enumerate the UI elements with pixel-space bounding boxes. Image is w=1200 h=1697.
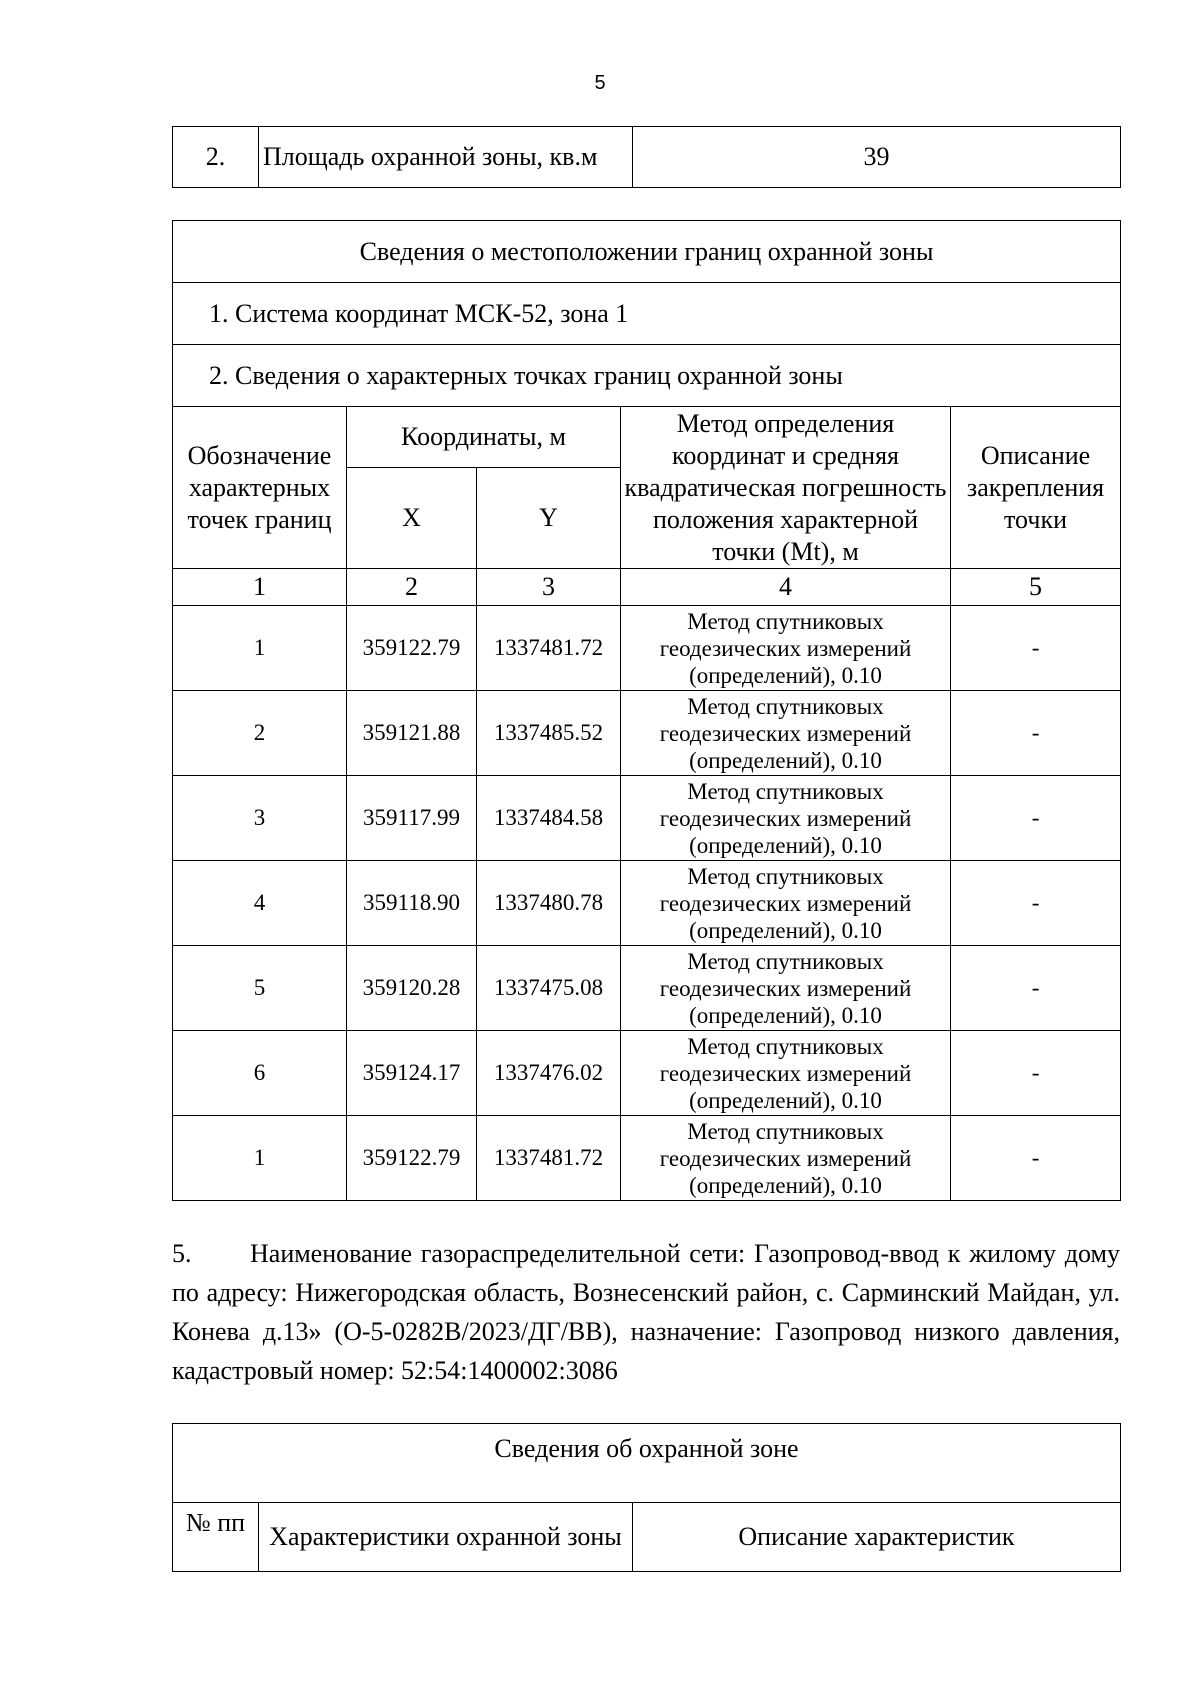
point-id: 1 [173,606,347,691]
points-title: 2. Сведения о характерных точках границ охранной зоны [173,345,1121,407]
method: Метод спутниковых геодезических измерений (определений), 0.10 [621,1116,951,1201]
col-number: 5 [951,569,1121,606]
coord-x: 359117.99 [347,776,477,861]
area-num: 2. [173,127,259,188]
coord-x: 359124.17 [347,1031,477,1116]
section-5-text: Наименование газораспределительной сети: Газопровод-ввод к жилому дому по адресу: Нижегородская область, Вознесенский район, с. Сарминский Майдан, ул. Конева д.13» (О-5-0282В/2023/ДГ/ВВ), назначение: Газопровод низкого давления, кадастровый номер: 52:54:1400002:3086 [172,1239,1120,1385]
col-number: 3 [477,569,621,606]
coord-x: 359122.79 [347,606,477,691]
coord-y: 1337476.02 [477,1031,621,1116]
coord-x: 359122.79 [347,1116,477,1201]
coord-y: 1337475.08 [477,946,621,1031]
col-number: 4 [621,569,951,606]
coord-x: 359121.88 [347,691,477,776]
method: Метод спутниковых геодезических измерений (определений), 0.10 [621,606,951,691]
table-row [173,776,1121,861]
column-numbers-row [173,569,1121,606]
area-table [172,126,1121,188]
point-id: 3 [173,776,347,861]
fixing-description: - [951,1116,1121,1201]
table-row [173,1031,1121,1116]
point-id: 4 [173,861,347,946]
coord-y: 1337481.72 [477,1116,621,1201]
header-x: X [347,468,477,569]
coord-system: 1. Система координат МСК-52, зона 1 [173,283,1121,345]
header-designation: Обозначение характерных точек границ [173,407,347,569]
zone-col-description: Описание характеристик [633,1503,1121,1572]
section-5-paragraph [172,1234,1120,1390]
boundaries-table [172,220,1121,1201]
coord-y: 1337480.78 [477,861,621,946]
zone-table [172,1423,1121,1572]
fixing-description: - [951,776,1121,861]
header-method: Метод определения координат и средняя квадратическая погрешность положения характерной точки (Mt), м [621,407,951,569]
header-coords: Координаты, м [347,407,621,468]
point-id: 5 [173,946,347,1031]
coord-x: 359120.28 [347,946,477,1031]
method: Метод спутниковых геодезических измерений (определений), 0.10 [621,691,951,776]
section-5-number: 5. [172,1239,192,1268]
table-row [173,1116,1121,1201]
fixing-description: - [951,946,1121,1031]
table-row [173,691,1121,776]
table-row [173,606,1121,691]
zone-col-characteristics: Характеристики охранной зоны [259,1503,633,1572]
page-number: 5 [594,72,606,94]
method: Метод спутниковых геодезических измерений (определений), 0.10 [621,776,951,861]
fixing-description: - [951,861,1121,946]
boundaries-title: Сведения о местоположении границ охранной зоны [173,221,1121,283]
col-number: 1 [173,569,347,606]
col-number: 2 [347,569,477,606]
coord-x: 359118.90 [347,861,477,946]
area-label: Площадь охранной зоны, кв.м [259,127,633,188]
fixing-description: - [951,606,1121,691]
coord-y: 1337484.58 [477,776,621,861]
header-description: Описание закрепления точки [951,407,1121,569]
fixing-description: - [951,1031,1121,1116]
method: Метод спутниковых геодезических измерений (определений), 0.10 [621,946,951,1031]
fixing-description: - [951,691,1121,776]
area-row [173,127,1121,188]
zone-col-num: № пп [173,1503,259,1572]
point-id: 2 [173,691,347,776]
point-id: 1 [173,1116,347,1201]
method: Метод спутниковых геодезических измерений (определений), 0.10 [621,1031,951,1116]
point-id: 6 [173,1031,347,1116]
area-value: 39 [633,127,1121,188]
table-row [173,946,1121,1031]
header-y: Y [477,468,621,569]
coord-y: 1337481.72 [477,606,621,691]
zone-table-title: Сведения об охранной зоне [173,1424,1121,1503]
method: Метод спутниковых геодезических измерений (определений), 0.10 [621,861,951,946]
table-row [173,861,1121,946]
coord-y: 1337485.52 [477,691,621,776]
